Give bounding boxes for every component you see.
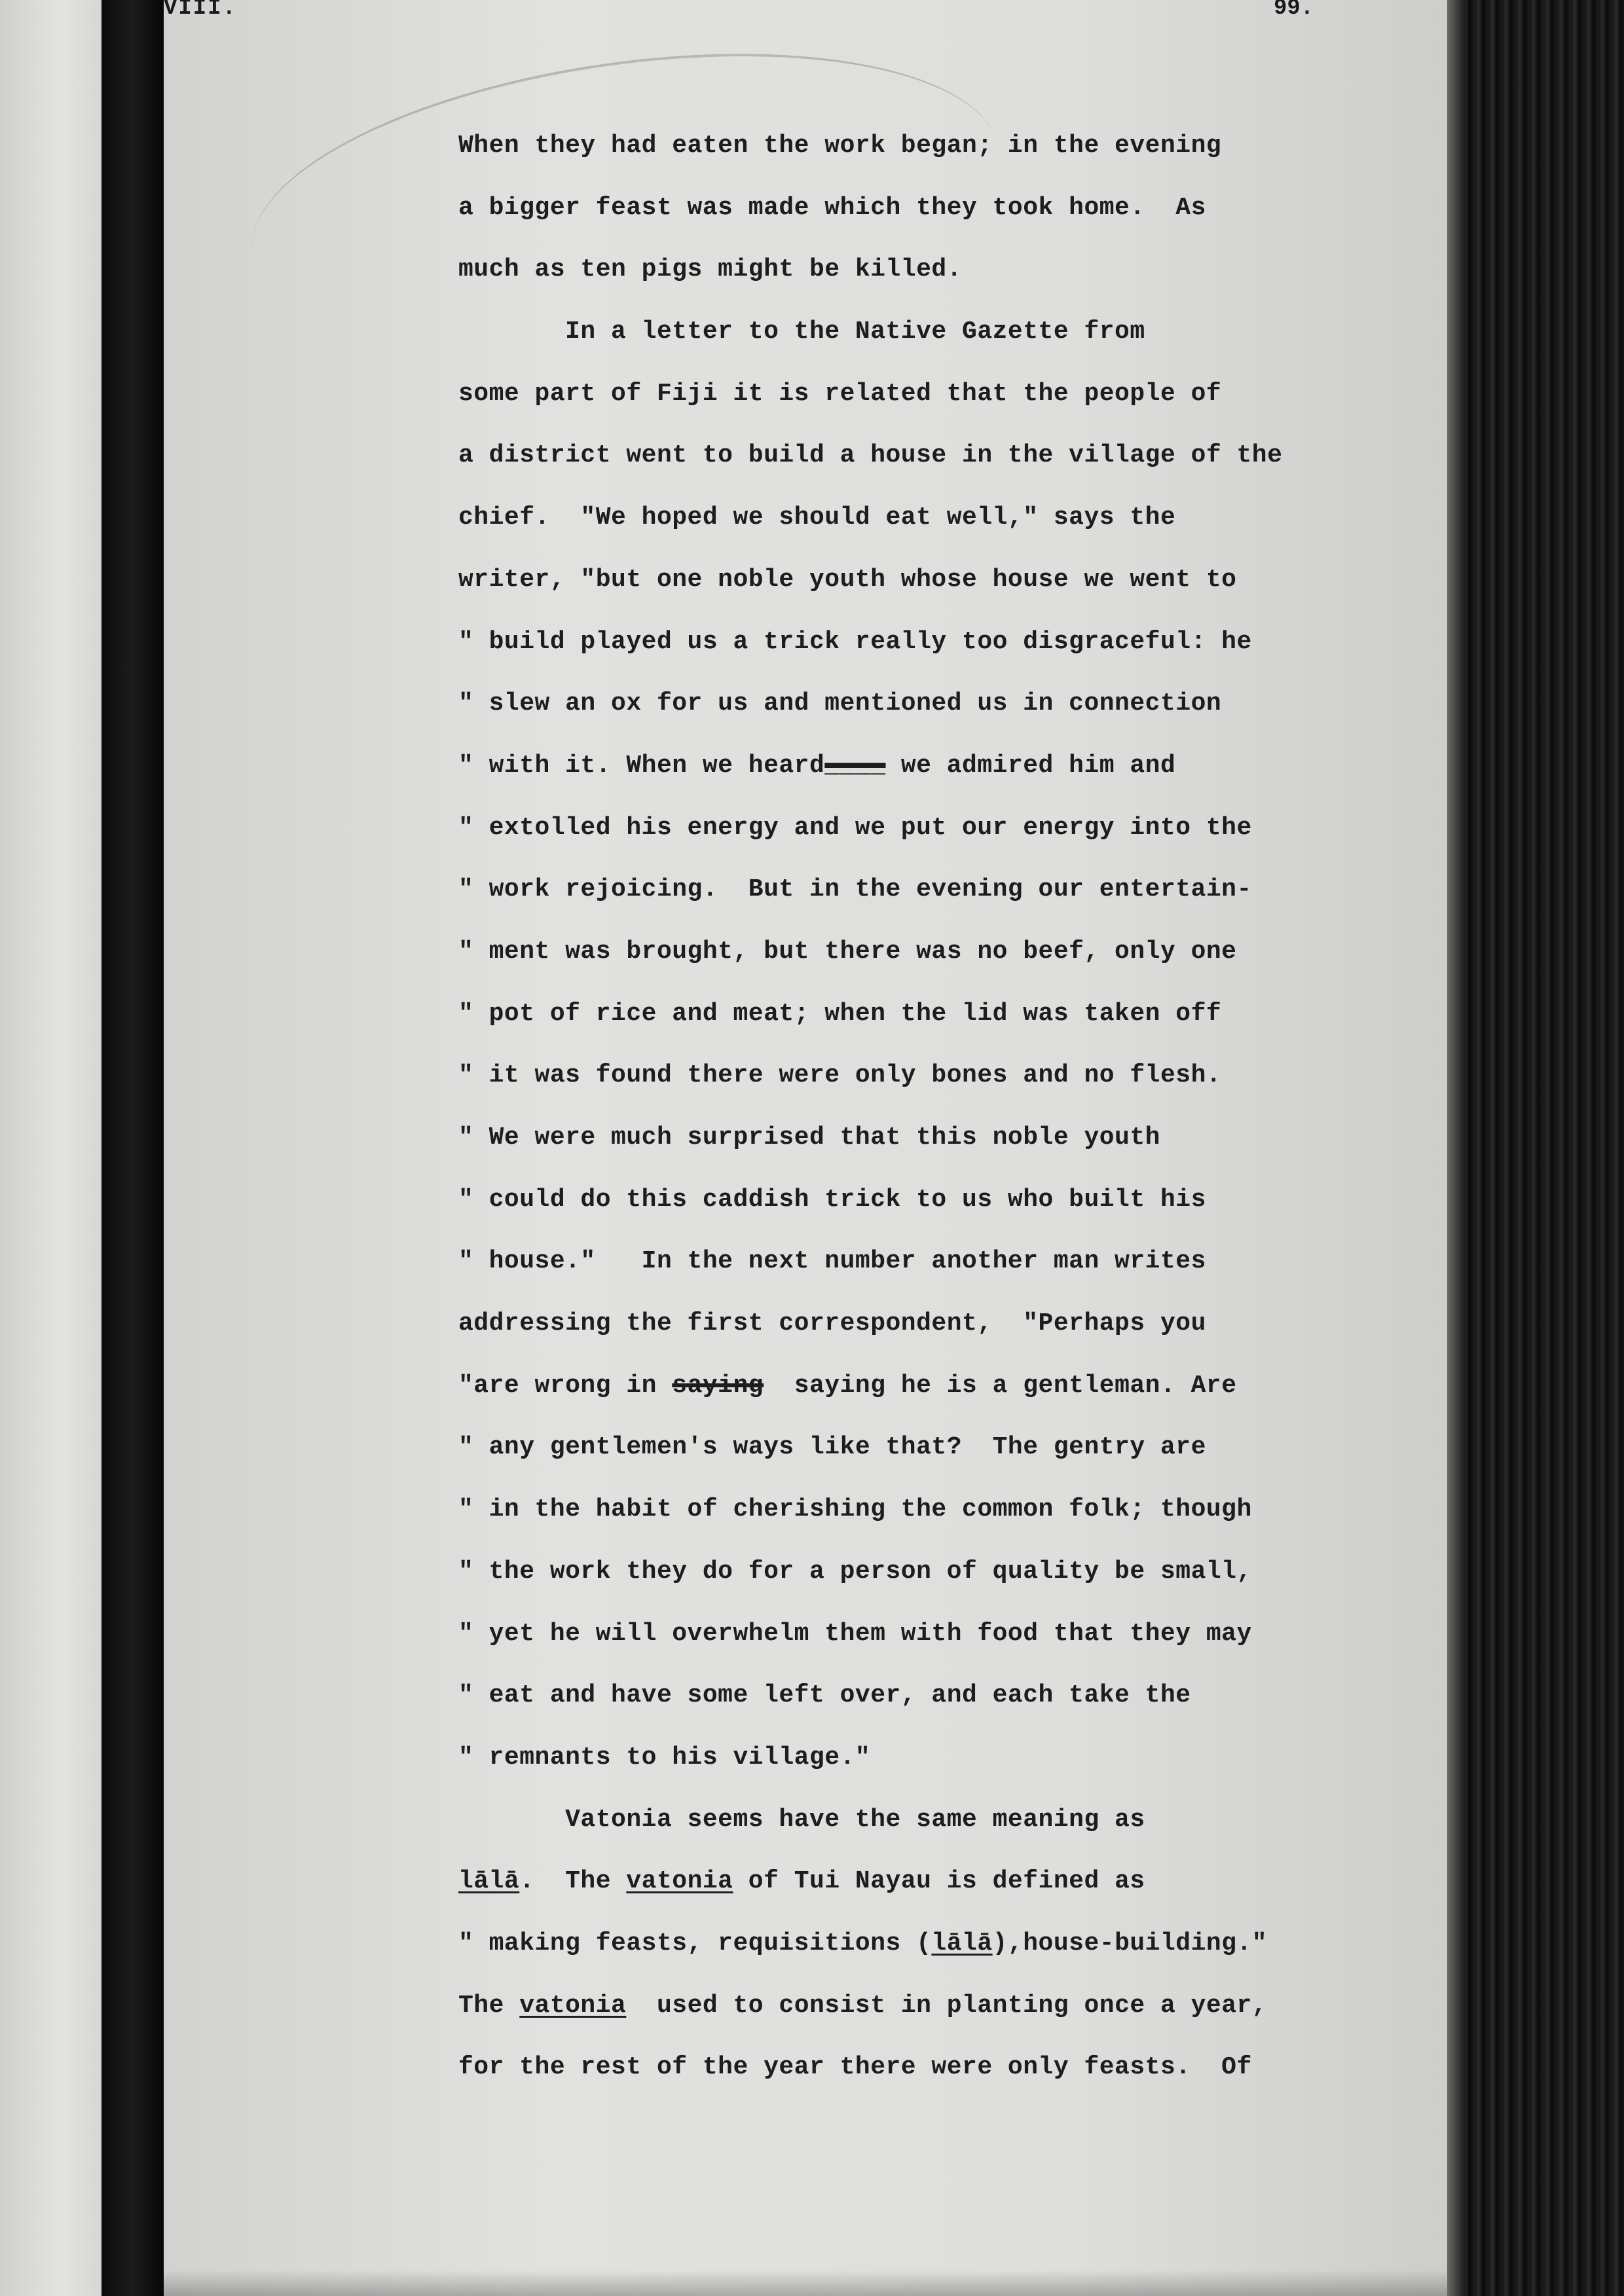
facing-page-edge: [0, 0, 101, 2296]
page-number: 99.: [1274, 0, 1314, 21]
struck-out-text: ____: [824, 751, 886, 780]
text-line: " We were much surprised that this noble youth: [458, 1123, 1160, 1152]
text-line: " the work they do for a person of quality be small,: [458, 1557, 1252, 1586]
text-line: Vatonia seems have the same meaning as: [458, 1805, 1145, 1834]
book-binding-edge: [1447, 0, 1624, 2296]
text-segment: "are wrong in: [458, 1371, 673, 1400]
underlined-term: vatonia: [626, 1867, 733, 1896]
text-line: In a letter to the Native Gazette from: [458, 318, 1145, 346]
chapter-number: VIII.: [164, 0, 238, 21]
typescript-body: [458, 115, 1441, 2099]
text-line: " remnants to his village.": [458, 1743, 871, 1772]
text-line: " build played us a trick really too disgraceful: he: [458, 627, 1252, 656]
text-line: " ment was brought, but there was no beef, only one: [458, 937, 1237, 966]
text-line: writer, "but one noble youth whose house we went to: [458, 565, 1237, 594]
gutter-shadow: [101, 0, 164, 2296]
text-line: for the rest of the year there were only feasts. Of: [458, 2053, 1252, 2082]
text-line: " slew an ox for us and mentioned us in connection: [458, 689, 1222, 718]
text-line: " work rejoicing. But in the evening our entertain-: [458, 875, 1252, 904]
text-segment: of Tui Nayau is defined as: [733, 1867, 1145, 1896]
text-segment: ),house-building.": [992, 1929, 1268, 1958]
text-line: " extolled his energy and we put our energy into the: [458, 813, 1252, 842]
underlined-term: lālā: [931, 1929, 993, 1958]
text-line: a bigger feast was made which they took home. As: [458, 193, 1206, 222]
text-segment: The: [458, 1991, 520, 2020]
text-line: [458, 1851, 1441, 1913]
text-line: some part of Fiji it is related that the people of: [458, 379, 1222, 408]
text-line: " eat and have some left over, and each take the: [458, 1681, 1191, 1710]
text-line: " it was found there were only bones and no flesh.: [458, 1061, 1222, 1090]
text-line: [458, 1913, 1441, 1975]
text-line: much as ten pigs might be killed.: [458, 255, 963, 284]
text-segment: we admired him and: [885, 751, 1176, 780]
text-line: " could do this caddish trick to us who built his: [458, 1185, 1206, 1214]
text-segment: used to consist in planting once a year,: [626, 1991, 1268, 2020]
text-line: " pot of rice and meat; when the lid was taken off: [458, 999, 1222, 1028]
text-segment: " with it. When we heard: [458, 751, 825, 780]
text-line: " in the habit of cherishing the common folk; though: [458, 1495, 1252, 1524]
text-line: [458, 1355, 1441, 1417]
underlined-term: lālā: [458, 1867, 520, 1896]
text-line: chief. "We hoped we should eat well," says the: [458, 503, 1176, 532]
text-line: " yet he will overwhelm them with food that they may: [458, 1619, 1252, 1648]
text-line: [458, 735, 1441, 797]
text-line: " house." In the next number another man writes: [458, 1247, 1206, 1276]
text-line: [458, 1975, 1441, 2037]
text-line: " any gentlemen's ways like that? The gentry are: [458, 1433, 1206, 1462]
text-segment: . The: [519, 1867, 627, 1896]
struck-out-text: saying: [672, 1371, 764, 1400]
underlined-term: vatonia: [519, 1991, 627, 2020]
text-line: addressing the first correspondent, "Perhaps you: [458, 1309, 1206, 1338]
text-line: a district went to build a house in the village of the: [458, 441, 1283, 470]
text-line: When they had eaten the work began; in the evening: [458, 132, 1222, 160]
text-segment: saying he is a gentleman. Are: [764, 1371, 1237, 1400]
text-segment: " making feasts, requisitions (: [458, 1929, 932, 1958]
